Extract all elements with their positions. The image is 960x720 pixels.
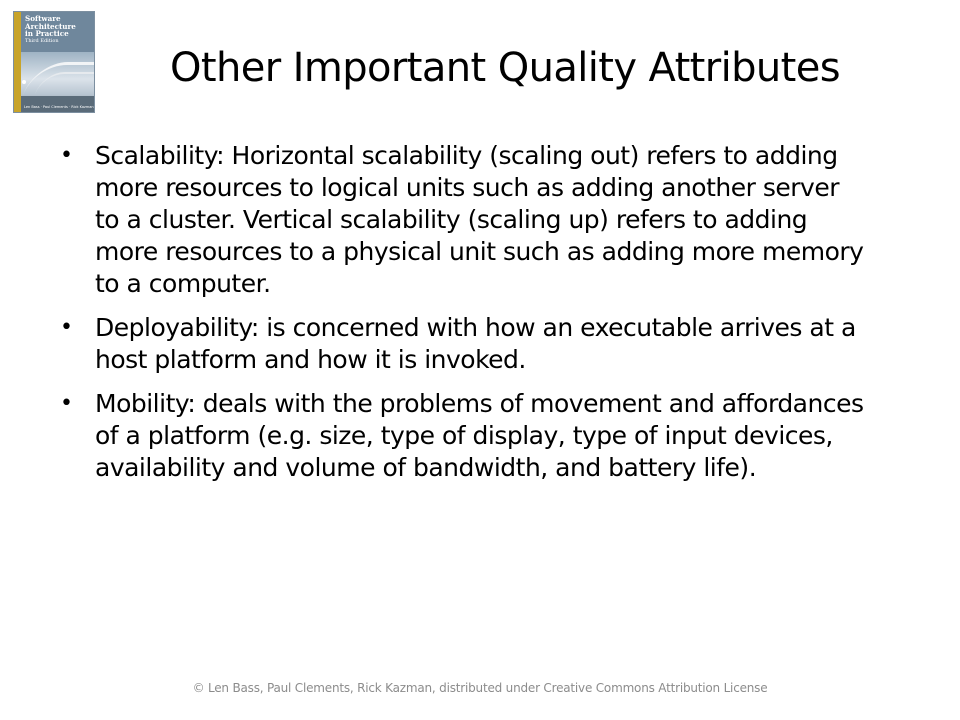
bullet-item-mobility [57, 388, 867, 484]
book-title-line1: Software [25, 14, 61, 23]
slide-title: Other Important Quality Attributes [169, 45, 840, 91]
book-spine [14, 12, 21, 112]
bullet-text: Scalability: Horizontal scalability (scaling out) refers to adding more resources to logical units such as adding another server to a cluster. Vertical scalability (scaling up) refers to adding more resources to a physical unit such as adding more memory to a computer. [95, 141, 864, 298]
book-edition: Third Edition [25, 37, 59, 44]
bullet-list [57, 140, 867, 496]
bullet-text: Deployability: is concerned with how an executable arrives at a host platform and how it is invoked. [95, 313, 856, 374]
bullet-item-deployability [57, 312, 867, 376]
bullet-dot-icon: • [60, 143, 73, 168]
building-ground-shape [21, 96, 94, 112]
book-title-line3: in Practice [25, 29, 69, 39]
bullet-item-scalability [57, 140, 867, 300]
bullet-text: Mobility: deals with the problems of movement and affordances of a platform (e.g. size, type of display, type of input devices, availability and volume of bandwidth, and battery life). [95, 389, 864, 482]
bullet-dot-icon: • [60, 391, 73, 416]
book-authors: Len Bass · Paul Clements · Rick Kazman [24, 105, 94, 109]
book-title-line2: Architecture [25, 21, 76, 31]
cover-dot-icon [22, 80, 26, 84]
bullet-dot-icon: • [60, 315, 73, 340]
slide-footer: © Len Bass, Paul Clements, Rick Kazman, distributed under Creative Commons Attribution License [192, 681, 768, 695]
